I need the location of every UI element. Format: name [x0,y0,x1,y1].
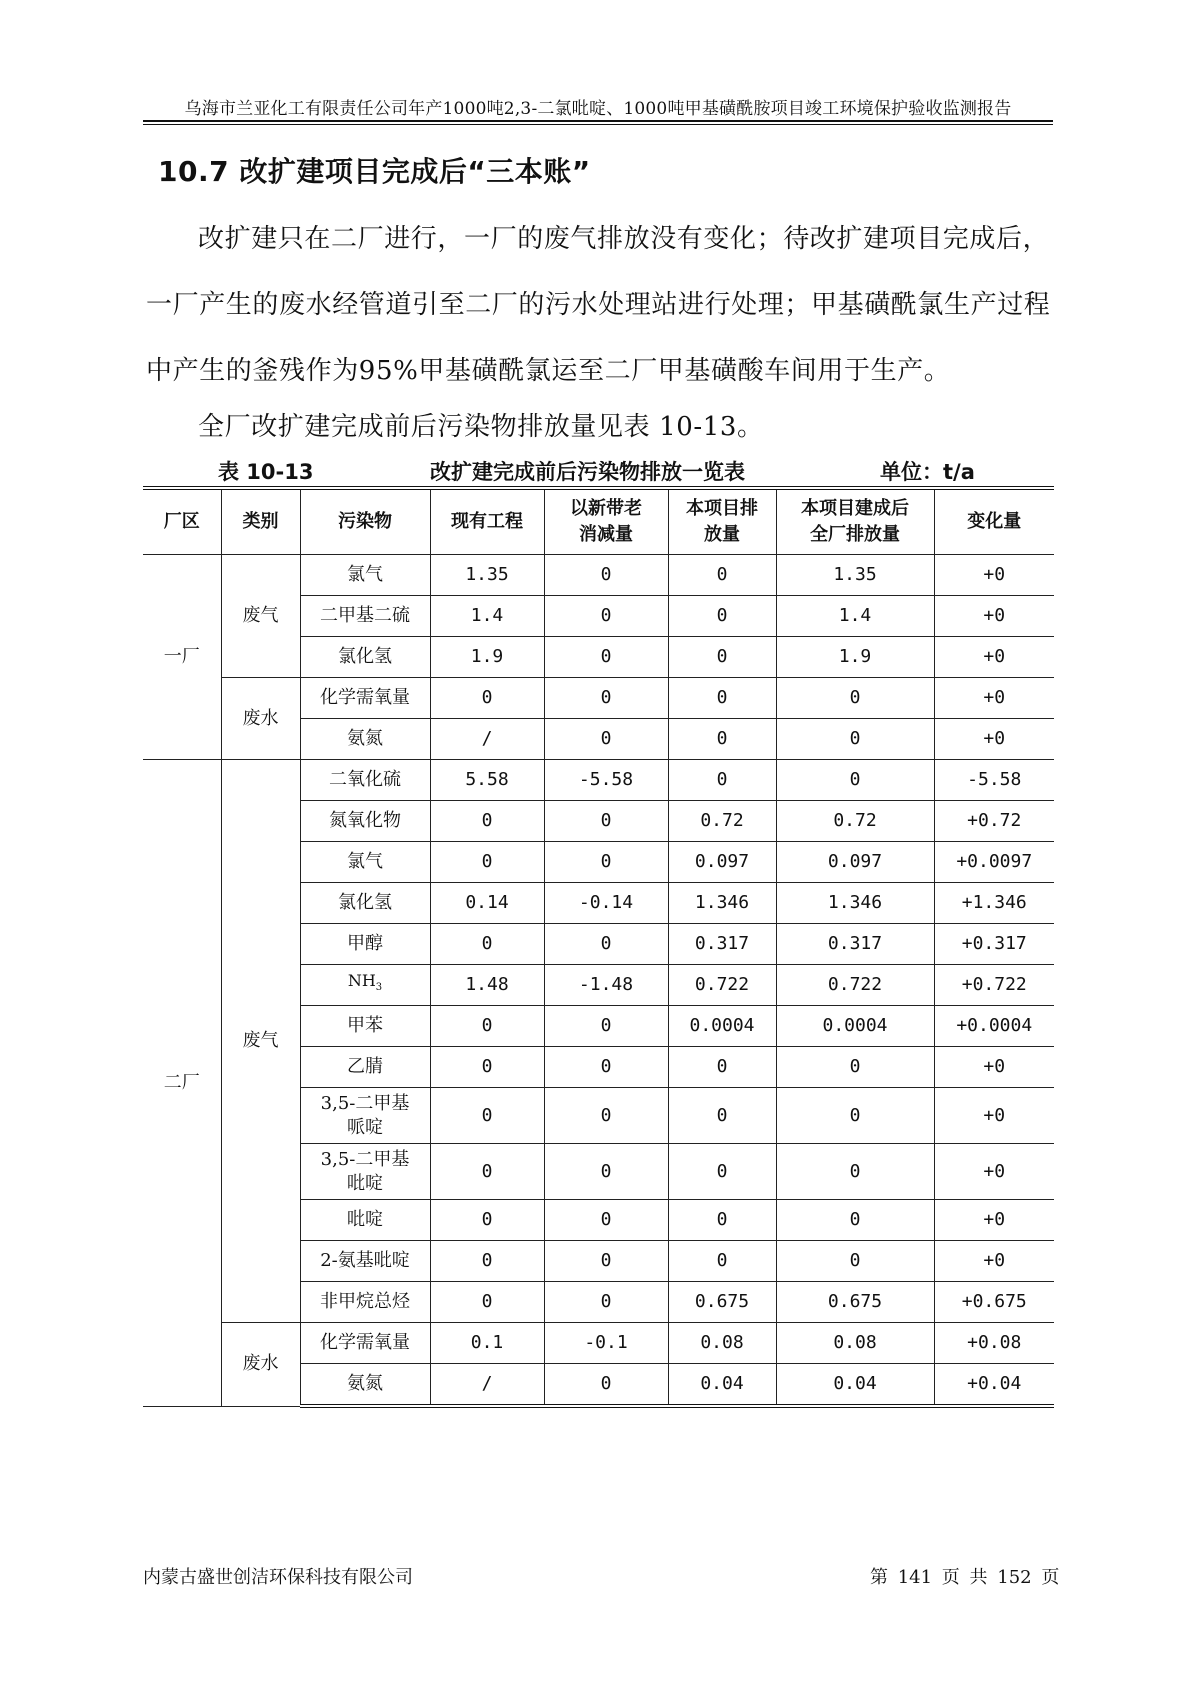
change-cell: +0 [934,637,1054,678]
plant-cell: 一厂 [143,555,221,760]
pollutant-cell: 甲醇 [300,924,430,965]
total-cell: 0 [776,719,934,760]
pollutant-cell: 氨氮 [300,719,430,760]
change-cell: +0.72 [934,801,1054,842]
project-cell: 0.675 [668,1282,776,1323]
project-cell: 0 [668,1047,776,1088]
reduction-cell: 0 [544,1282,668,1323]
project-cell: 0.08 [668,1323,776,1364]
change-cell: +0.675 [934,1282,1054,1323]
reduction-cell: 0 [544,719,668,760]
total-cell: 0 [776,1088,934,1144]
reduction-cell: -0.14 [544,883,668,924]
project-cell: 1.346 [668,883,776,924]
header-project [668,488,776,555]
header-change: 变化量 [934,488,1054,555]
total-cell: 0.72 [776,801,934,842]
footer-company: 内蒙古盛世创洁环保科技有限公司 [143,1567,413,1588]
plant-cell: 二厂 [143,760,221,1407]
header-total-line2: 全厂排放量 [810,524,900,545]
pollutant-cell: 非甲烷总烃 [300,1282,430,1323]
project-cell: 0.722 [668,965,776,1006]
reduction-cell: 0 [544,678,668,719]
reduction-cell: 0 [544,842,668,883]
pollutant-cell: 氯化氢 [300,637,430,678]
total-cell: 1.346 [776,883,934,924]
existing-cell: 5.58 [430,760,544,801]
project-cell: 0 [668,596,776,637]
reduction-cell: 0 [544,1200,668,1241]
existing-cell: 1.35 [430,555,544,596]
existing-cell: 0 [430,1241,544,1282]
change-cell: +0.08 [934,1323,1054,1364]
project-cell: 0.0004 [668,1006,776,1047]
existing-cell: 1.9 [430,637,544,678]
pollutant-cell: 2-氨基吡啶 [300,1241,430,1282]
existing-cell: 0 [430,1088,544,1144]
project-cell: 0 [668,555,776,596]
footer-page-number: 第 141 页 共 152 页 [870,1567,1060,1588]
existing-cell: 0 [430,801,544,842]
table-row [143,678,1054,719]
pollutant-cell: 3,5-二甲基 吡啶 [300,1144,430,1200]
pollutant-cell: 甲苯 [300,1006,430,1047]
pollutant-cell: 二氧化硫 [300,760,430,801]
project-cell: 0 [668,1200,776,1241]
change-cell: +0 [934,1200,1054,1241]
table-title: 改扩建完成前后污染物排放一览表 [430,460,745,484]
total-cell: 0.08 [776,1323,934,1364]
existing-cell: 1.48 [430,965,544,1006]
table-row [143,555,1054,596]
header-pollutant: 污染物 [300,488,430,555]
existing-cell: 0 [430,1200,544,1241]
reduction-cell: 0 [544,1241,668,1282]
change-cell: +0 [934,1088,1054,1144]
change-cell: +0 [934,719,1054,760]
total-cell: 0 [776,1200,934,1241]
change-cell: +0.722 [934,965,1054,1006]
paragraph-2: 全厂改扩建完成前后污染物排放量见表 10-13。 [198,412,764,442]
existing-cell: 0 [430,1047,544,1088]
change-cell: -5.58 [934,760,1054,801]
table-row [143,1323,1054,1364]
reduction-cell: 0 [544,801,668,842]
total-cell: 0.097 [776,842,934,883]
existing-cell: 0 [430,924,544,965]
change-cell: +0 [934,678,1054,719]
change-cell: +0.04 [934,1364,1054,1407]
header-reduction-line1: 以新带老 [570,498,642,519]
page-header: 乌海市兰亚化工有限责任公司年产1000吨2,3-二氯吡啶、1000吨甲基磺酰胺项目竣工环境保护验收监测报告 [184,99,1012,119]
project-cell: 0 [668,678,776,719]
category-cell: 废气 [221,555,300,678]
project-cell: 0 [668,760,776,801]
pollutant-cell: $NH_3$ [300,965,430,1006]
project-cell: 0 [668,719,776,760]
project-cell: 0 [668,1088,776,1144]
total-cell: 0.722 [776,965,934,1006]
reduction-cell: 0 [544,1047,668,1088]
change-cell: +0 [934,1144,1054,1200]
reduction-cell: 0 [544,637,668,678]
pollutant-cell: 二甲基二硫 [300,596,430,637]
existing-cell: 0.1 [430,1323,544,1364]
total-cell: 0.0004 [776,1006,934,1047]
total-cell: 0 [776,760,934,801]
header-existing: 现有工程 [430,488,544,555]
total-cell: 1.35 [776,555,934,596]
reduction-cell: 0 [544,1144,668,1200]
change-cell: +1.346 [934,883,1054,924]
change-cell: +0 [934,1047,1054,1088]
table-unit: 单位：t/a [880,460,975,484]
existing-cell: 0 [430,678,544,719]
pollutant-cell: 氯气 [300,842,430,883]
reduction-cell: 0 [544,1088,668,1144]
change-cell: +0 [934,1241,1054,1282]
header-project-line1: 本项目排 [686,498,758,519]
project-cell: 0 [668,637,776,678]
paragraph-1: 改扩建只在二厂进行，一厂的废气排放没有变化；待改扩建项目完成后，一厂产生的废水经管道引至二厂的污水处理站进行处理；甲基磺酰氯生产过程中产生的釜残作为95%甲基磺酰氯运至二厂甲基磺酸车间用于生产。 [146,224,1051,386]
existing-cell: 1.4 [430,596,544,637]
pollutant-cell: 氯气 [300,555,430,596]
pollutant-cell: 氨氮 [300,1364,430,1407]
change-cell: +0.317 [934,924,1054,965]
total-cell: 1.9 [776,637,934,678]
reduction-cell: 0 [544,1006,668,1047]
category-cell: 废水 [221,678,300,760]
pollutant-cell: 化学需氧量 [300,678,430,719]
reduction-cell: 0 [544,924,668,965]
header-rule-thin [143,124,1053,125]
emission-table [143,486,1054,1408]
header-plant: 厂区 [143,488,221,555]
project-cell: 0.097 [668,842,776,883]
header-project-line2: 放量 [704,524,740,545]
existing-cell: / [430,1364,544,1407]
existing-cell: 0 [430,1006,544,1047]
header-reduction-line2: 消减量 [579,524,633,545]
header-total-line1: 本项目建成后 [801,498,909,519]
existing-cell: 0 [430,842,544,883]
header-rule-thick [143,120,1053,122]
change-cell: +0.0004 [934,1006,1054,1047]
existing-cell: 0.14 [430,883,544,924]
pollutant-cell: 氯化氢 [300,883,430,924]
existing-cell: 0 [430,1282,544,1323]
change-cell: +0 [934,555,1054,596]
category-cell: 废气 [221,760,300,1323]
pollutant-cell: 化学需氧量 [300,1323,430,1364]
change-cell: +0.0097 [934,842,1054,883]
total-cell: 0.317 [776,924,934,965]
pollutant-cell: 3,5-二甲基 哌啶 [300,1088,430,1144]
existing-cell: / [430,719,544,760]
section-title: 10.7 改扩建项目完成后“三本账” [158,155,591,188]
total-cell: 1.4 [776,596,934,637]
reduction-cell: -1.48 [544,965,668,1006]
existing-cell: 0 [430,1144,544,1200]
project-cell: 0 [668,1241,776,1282]
category-cell: 废水 [221,1323,300,1407]
project-cell: 0.72 [668,801,776,842]
project-cell: 0 [668,1144,776,1200]
header-total [776,488,934,555]
table-row [143,760,1054,801]
reduction-cell: 0 [544,596,668,637]
reduction-cell: -0.1 [544,1323,668,1364]
total-cell: 0.675 [776,1282,934,1323]
header-category: 类别 [221,488,300,555]
total-cell: 0 [776,678,934,719]
pollutant-cell: 氮氧化物 [300,801,430,842]
change-cell: +0 [934,596,1054,637]
header-reduction [544,488,668,555]
reduction-cell: 0 [544,555,668,596]
reduction-cell: 0 [544,1364,668,1407]
project-cell: 0.04 [668,1364,776,1407]
total-cell: 0 [776,1047,934,1088]
table-header-row [143,488,1054,555]
total-cell: 0 [776,1241,934,1282]
project-cell: 0.317 [668,924,776,965]
pollutant-cell: 乙腈 [300,1047,430,1088]
total-cell: 0 [776,1144,934,1200]
pollutant-cell: 吡啶 [300,1200,430,1241]
table-number: 表 10-13 [218,460,314,484]
reduction-cell: -5.58 [544,760,668,801]
total-cell: 0.04 [776,1364,934,1407]
